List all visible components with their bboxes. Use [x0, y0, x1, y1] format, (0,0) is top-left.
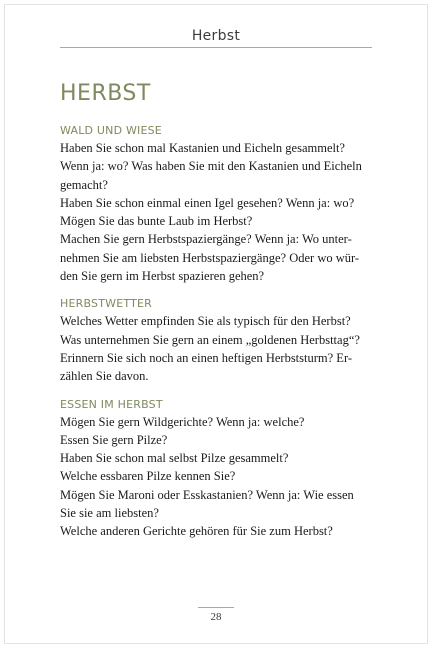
text-line: Haben Sie schon mal selbst Pilze gesammelt? — [60, 451, 289, 466]
text-line: Welche essbaren Pilze kennen Sie? — [60, 469, 236, 484]
text-line: Welche anderen Gerichte gehören für Sie zum Herbst? — [60, 524, 333, 539]
page-number: 28 — [210, 611, 222, 623]
text-line: Machen Sie gern Herbstspaziergänge? Wenn ja: Wo unter- — [60, 232, 352, 247]
header-divider — [60, 47, 372, 48]
section-herbstwetter — [60, 296, 376, 385]
text-line: Wenn ja: wo? Was haben Sie mit den Kastanien und Eicheln — [60, 159, 362, 174]
text-line: Mögen Sie das bunte Laub im Herbst? — [60, 214, 253, 229]
section-wald-und-wiese — [60, 123, 376, 285]
text-line: Was unternehmen Sie gern an einem „goldenen Herbsttag“? — [60, 332, 360, 347]
section-spacer — [60, 386, 376, 397]
text-line: gemacht? — [60, 177, 108, 192]
section-heading: HERBSTWETTER — [60, 297, 152, 311]
section-heading: ESSEN IM HERBST — [60, 397, 163, 411]
text-line: Welches Wetter empfinden Sie als typisch für den Herbst? — [60, 314, 351, 329]
section-heading: WALD UND WIESE — [60, 124, 162, 137]
text-line: Haben Sie schon mal Kastanien und Eicheln gesammelt? — [60, 141, 345, 155]
section-spacer — [60, 285, 376, 296]
text-line: Mögen Sie Maroni oder Esskastanien? Wenn ja: Wie essen — [60, 487, 354, 502]
section-essen-im-herbst — [60, 397, 376, 541]
text-line: nehmen Sie am liebsten Herbstspaziergänge? Oder wo wür- — [60, 250, 360, 265]
chapter-title: HERBST — [60, 81, 151, 106]
footer-divider — [198, 607, 234, 608]
running-head: Herbst — [191, 28, 241, 44]
text-line: Essen Sie gern Pilze? — [60, 432, 168, 447]
text-line: Erinnern Sie sich noch an einen heftigen Herbststurm? Er- — [60, 350, 353, 365]
text-line: Sie sie am liebsten? — [60, 506, 159, 521]
text-line: Haben Sie schon einmal einen Igel gesehen? Wenn ja: wo? — [60, 195, 355, 210]
text-line: zählen Sie davon. — [60, 369, 149, 384]
text-line: Mögen Sie gern Wildgerichte? Wenn ja: welche? — [60, 414, 305, 429]
main-content — [60, 123, 376, 541]
text-line: den Sie gern im Herbst spazieren gehen? — [60, 269, 265, 284]
